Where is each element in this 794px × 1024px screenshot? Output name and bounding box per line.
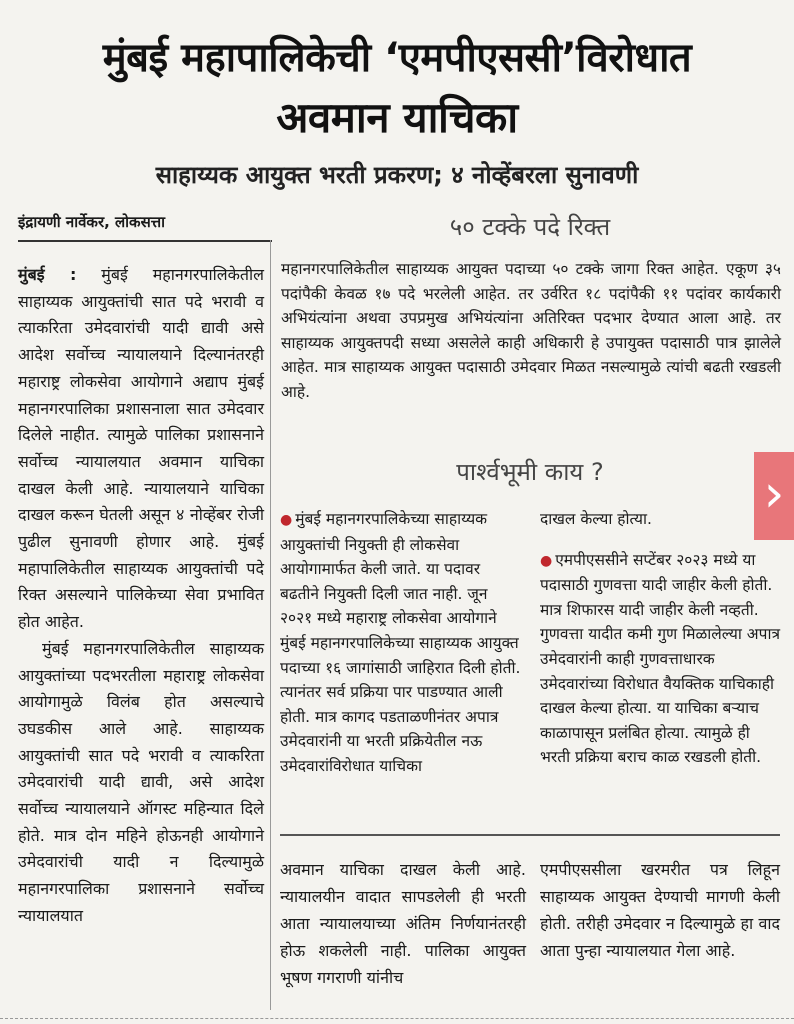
bullet-dot-icon: ● bbox=[540, 552, 553, 569]
background-continuation: दाखल केल्या होत्या. bbox=[540, 510, 652, 528]
background-column-right bbox=[540, 507, 780, 770]
box-bottom-divider bbox=[280, 834, 780, 836]
background-bullet-1: मुंबई महानगरपालिकेच्या साहाय्यक आयुक्तांची नियुक्ती ही लोकसेवा आयोगामार्फत केली जाते. या पदावर बढतीने नियुक्ती दिली जात नाही. जून २०२१ मध्ये महाराष्ट्र लोकसेवा आयोगाने मुंबई महानगरपालिकेच्या साहाय्यक आयुक्त पदाच्या १६ जागांसाठी जाहिरात दिली होती. त्यानंतर सर्व प्रक्रिया पार पाडण्यात आली होती. मात्र कागद पडताळणीनंतर अपात्र उमेदवारांनी या भरती प्रक्रियेतील नऊ उमेदवारांविरोधात याचिका bbox=[280, 510, 521, 775]
page-bottom-border bbox=[0, 1018, 794, 1019]
next-page-arrow-icon[interactable]: › bbox=[754, 452, 794, 540]
dateline: मुंबई : bbox=[18, 265, 77, 284]
left-para-1 bbox=[18, 262, 264, 636]
bottom-middle-text: अवमान याचिका दाखल केली आहे. न्यायालयीन वादात सापडलेली ही भरती आता न्यायालयाच्या अंतिम निर्णयानंतरही होऊ शकलेली नाही. पालिका आयुक्त भूषण गगराणी यांनीच bbox=[280, 860, 526, 987]
byline: इंद्रायणी नार्वेकर, लोकसत्ता bbox=[18, 213, 165, 231]
headline-line-2: अवमान याचिका bbox=[276, 93, 518, 142]
left-para-1-text: मुंबई महानगरपालिकेतील साहाय्यक आयुक्तांची सात पदे भरावी व त्याकरिता उमेदवारांची यादी द्यावी असे आदेश सर्वोच्च न्यायालयाने दिल्यानंतरही महाराष्ट्र लोकसेवा आयोगाने अद्याप मुंबई महानगरपालिका प्रशासनाला सात उमेदवार दिलेले नाहीत. त्यामुळे पालिका प्रशासनाने सर्वोच्च न्यायालयात अवमान याचिका दाखल केली आहे. न्यायालयाने याचिका दाखल करून घेतली असून ४ नोव्हेंबर रोजी पुढील सुनावणी होणार आहे. मुंबई महापालिकेतील साहाय्यक आयुक्तांची पदे रिक्त असल्याने पालिकेच्या सेवा प्रभावित होत आहेत. bbox=[18, 265, 264, 632]
box-heading-background: पार्श्वभूमी काय ? bbox=[456, 458, 604, 486]
left-column bbox=[18, 262, 264, 930]
box-heading-vacancies: ५० टक्के पदे रिक्त bbox=[449, 213, 611, 241]
background-column-middle bbox=[280, 507, 524, 779]
box-vacancies-text: महानगरपालिकेतील साहाय्यक आयुक्त पदाच्या ५० टक्के जागा रिक्त आहेत. एकूण ३५ पदांपैकी केवळ १७ पदे भरलेली आहेत. तर उर्वरित १८ पदांपैकी ११ पदांवर कार्यकारी अभियंत्यांना अथवा उपप्रमुख अभियंत्यांना अतिरिक्त पदभार देण्यात आला आहे. तर साहाय्यक आयुक्तपदी सध्या असलेले काही अधिकारी हे उपायुक्त पदासाठी पात्र झालेले आहेत. मात्र साहाय्यक आयुक्त पदासाठी उमेदवार मिळत नसल्यामुळे त्यांची बढती रखडली आहे. bbox=[281, 260, 781, 401]
subheadline: साहाय्यक आयुक्त भरती प्रकरण; ४ नोव्हेंबरला सुनावणी bbox=[155, 161, 639, 189]
bullet-dot-icon: ● bbox=[280, 512, 293, 528]
background-bullet-2-wrap bbox=[540, 548, 780, 770]
bottom-right-text: एमपीएससीला खरमरीत पत्र लिहून साहाय्यक आयुक्त देण्याची मागणी केली होती. तरीही उमेदवार न दिल्यामुळे हा वाद आता पुन्हा न्यायालयात गेला आहे. bbox=[540, 860, 780, 960]
left-para-2: मुंबई महानगरपालिकेतील साहाय्यक आयुक्तांच्या पदभरतीला महाराष्ट्र लोकसेवा आयोगामुळे विलंब होत असल्याचे उघडकीस आले आहे. साहाय्यक आयुक्तांची सात पदे भरावी व त्याकरिता उमेदवारांची यादी द्यावी, असे आदेश सर्वोच्च न्यायालयाने ऑगस्ट महिन्यात दिले होते. मात्र दोन महिने होऊनही आयोगाने उमेदवारांची यादी न दिल्यामुळे महानगरपालिका प्रशासनाने सर्वोच्च न्यायालयात bbox=[18, 638, 264, 925]
byline-divider bbox=[18, 240, 272, 242]
headline-line-1: मुंबई महापालिकेची ‘एमपीएससी’विरोधात bbox=[102, 35, 692, 81]
background-bullet-2: एमपीएससीने सप्टेंबर २०२३ मध्ये या पदासाठी गुणवत्ता यादी जाहीर केली होती. मात्र शिफारस यादी जाहीर केली नव्हती. गुणवत्ता यादीत कमी गुण मिळालेल्या अपात्र उमेदवारांनी काही गुणवत्ताधारक उमेदवारांच्या विरोधात वैयक्तिक याचिकाही दाखल केल्या होत्या. या याचिका बऱ्याच काळापासून प्रलंबित होत्या. त्यामुळे ही भरती प्रक्रिया बराच काळ रखडली होती. bbox=[540, 550, 781, 767]
column-divider-left bbox=[270, 240, 271, 1010]
